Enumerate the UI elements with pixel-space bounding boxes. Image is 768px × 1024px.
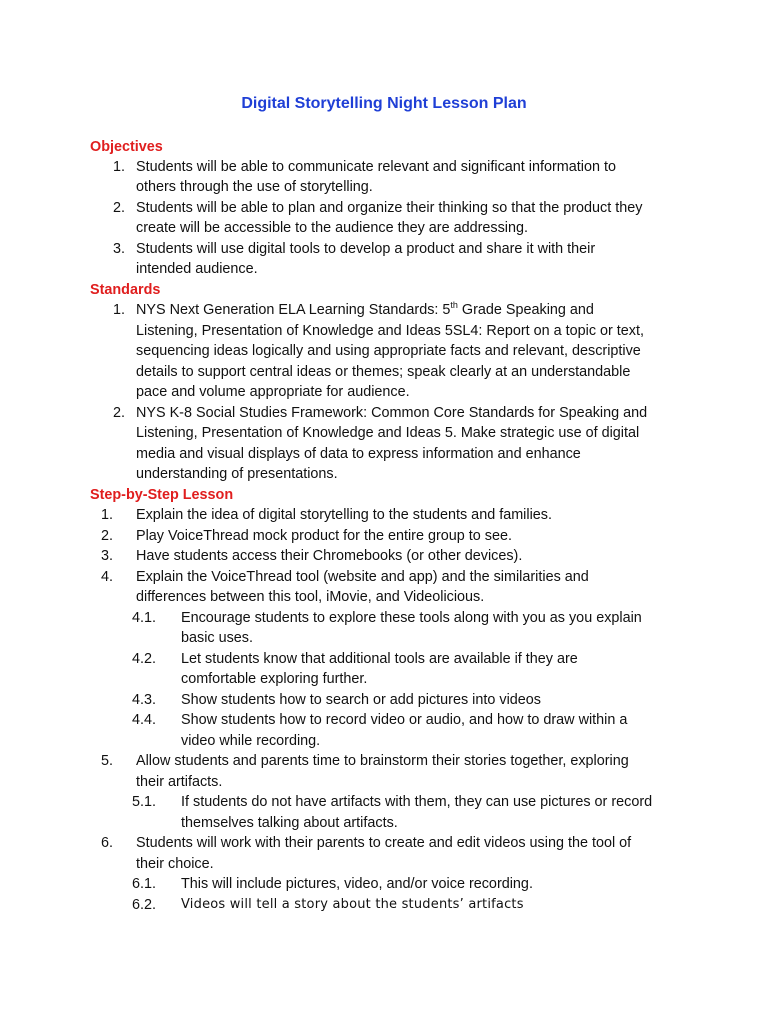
lesson-substep-text: Encourage students to explore these tools along with you as you explain [181,610,642,626]
lesson-step-number: 5. [101,753,114,769]
lesson-substep-number: 4.2. [132,651,157,667]
lesson-step-number: 4. [101,569,114,585]
lesson-substep-number: 6.1. [132,876,157,892]
lesson-step-text: Explain the VoiceThread tool (website and app) and the similarities and [136,569,589,585]
standard-text: NYS K-8 Social Studies Framework: Common Core Standards for Speaking and [136,405,648,421]
lesson-step-text: Explain the idea of digital storytelling to the students and families. [136,507,552,523]
ordinal-suffix: th [450,300,458,310]
lesson-substep-number: 5.1. [132,794,157,810]
lesson-substep-number: 4.3. [132,692,157,708]
objective-number: 1. [113,159,126,175]
lesson-substep-text: comfortable exploring further. [181,671,368,687]
standard-text-part: NYS Next Generation ELA Learning Standards: 5 [136,302,451,318]
objective-number: 2. [113,200,126,216]
lesson-step-text: Students will work with their parents to create and edit videos using the tool of [136,835,632,851]
standard-text: Listening, Presentation of Knowledge and Ideas 5. Make strategic use of digital [136,425,640,441]
lesson-step-number: 2. [101,528,114,544]
objective-text: Students will be able to communicate relevant and significant information to [136,159,616,175]
lesson-step-text: Have students access their Chromebooks (or other devices). [136,548,523,564]
lesson-step-number: 1. [101,507,114,523]
standards-heading: Standards [90,282,161,298]
lesson-substep-number: 4.1. [132,610,157,626]
standard-text: sequencing ideas logically and using appropriate facts and relevant, descriptive [136,343,641,359]
lesson-substep-text: video while recording. [181,733,321,749]
objectives-heading: Objectives [90,139,163,155]
lesson-step-text: Allow students and parents time to brainstorm their stories together, exploring [136,753,629,769]
lesson-heading: Step-by-Step Lesson [90,487,234,503]
lesson-substep-number: 4.4. [132,712,157,728]
lesson-substep-text: If students do not have artifacts with them, they can use pictures or record [181,794,653,810]
standard-text: understanding of presentations. [136,466,338,482]
standard-text: pace and volume appropriate for audience. [136,384,410,400]
standard-text: details to support central ideas or themes; speak clearly at an understandable [136,364,631,380]
lesson-substep-text: Videos will tell a story about the students’ artifacts [181,897,524,912]
standard-number: 2. [113,405,126,421]
lesson-substep-text: This will include pictures, video, and/or voice recording. [181,876,533,892]
standard-number: 1. [113,302,126,318]
lesson-step-text: Play VoiceThread mock product for the entire group to see. [136,528,512,544]
lesson-step-number: 6. [101,835,114,851]
lesson-step-text: their choice. [136,856,214,872]
objective-number: 3. [113,241,126,257]
lesson-substep-number: 6.2. [132,897,157,913]
lesson-substep-text: Show students how to record video or audio, and how to draw within a [181,712,628,728]
objective-text: intended audience. [136,261,258,277]
lesson-step-text: differences between this tool, iMovie, and Videolicious. [136,589,485,605]
lesson-substep-text: basic uses. [181,630,253,646]
lesson-substep-text: Let students know that additional tools are available if they are [181,651,578,667]
standard-text: Listening, Presentation of Knowledge and Ideas 5SL4: Report on a topic or text, [136,323,645,339]
lesson-substep-text: Show students how to search or add pictures into videos [181,692,541,708]
page-title: Digital Storytelling Night Lesson Plan [241,95,527,112]
standard-text: media and visual displays of data to express information and enhance [136,446,581,462]
objective-text: Students will use digital tools to develop a product and share it with their [136,241,596,257]
lesson-step-number: 3. [101,548,114,564]
lesson-substep-text: themselves talking about artifacts. [181,815,398,831]
objective-text: create will be accessible to the audience they are addressing. [136,220,528,236]
standard-text [136,300,594,320]
standard-text-part: Grade Speaking and [457,302,594,318]
objective-text: Students will be able to plan and organize their thinking so that the product they [136,200,643,216]
objective-text: others through the use of storytelling. [136,179,373,195]
lesson-step-text: their artifacts. [136,774,223,790]
